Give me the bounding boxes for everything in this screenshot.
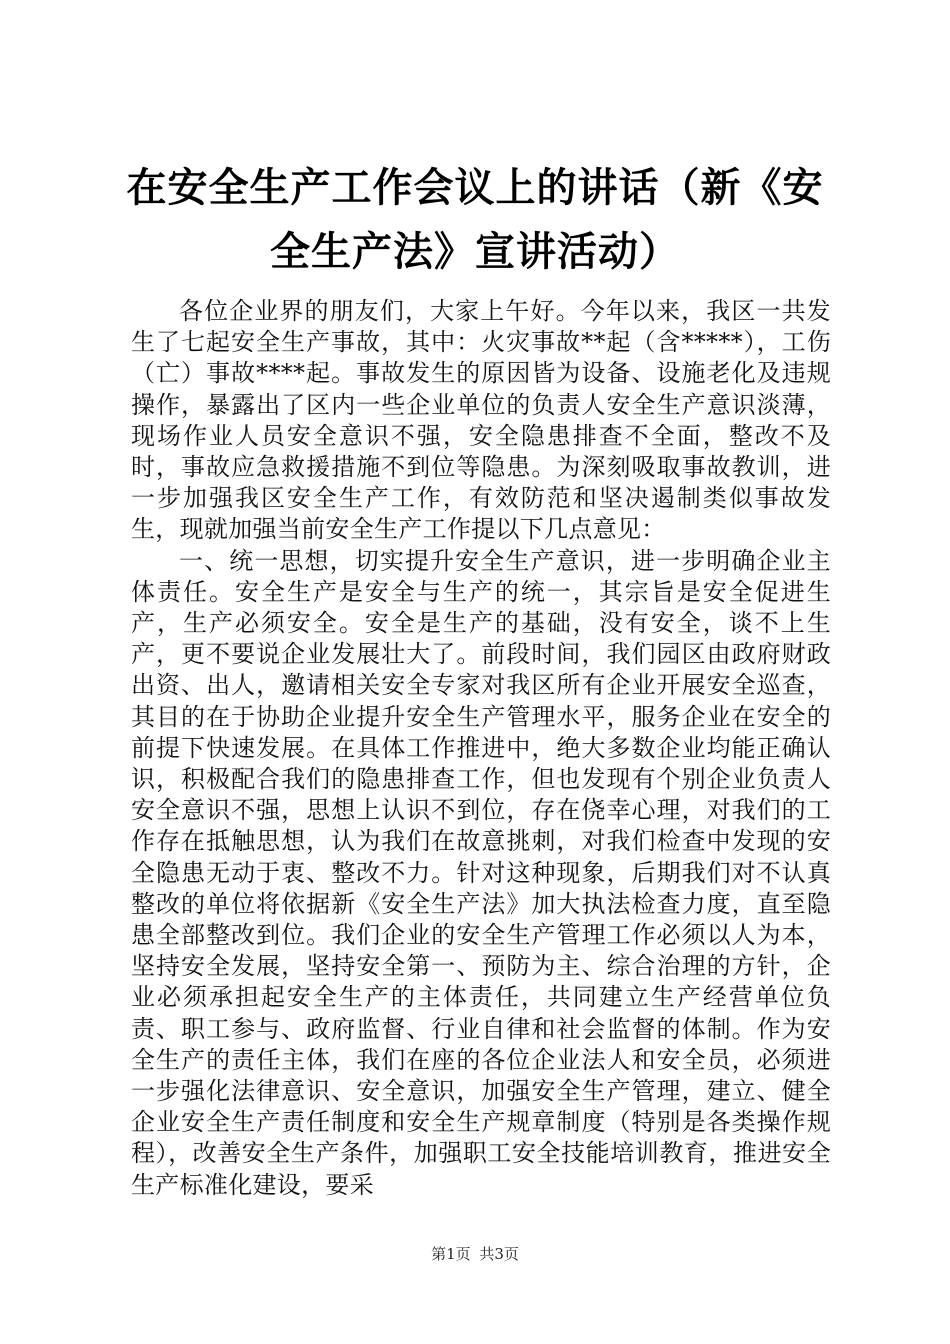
paragraph-intro: 各位企业界的朋友们，大家上午好。今年以来，我区一共发生了七起安全生产事故，其中：火灾事故**起（含*****），工伤（亡）事故****起。事故发生的原因皆为设备、设施老化及违规操作，暴露出了区内一些企业单位的负责人安全生产意识淡薄，现场作业人员安全意识不强，安全隐患排查不全面，整改不及时，事故应急救援措施不到位等隐患。为深刻吸取事故教训，进一步加强我区安全生产工作，有效防范和坚决遏制类似事故发生，现就加强当前安全生产工作提以下几点意见： — [131, 297, 831, 544]
paragraph-section-one: 一、统一思想，切实提升安全生产意识，进一步明确企业主体责任。安全生产是安全与生产的统一，其宗旨是安全促进生产，生产必须安全。安全是生产的基础，没有安全，谈不上生产，更不要说企业发展壮大了。前段时间，我们园区由政府财政出资、出人，邀请相关安全专家对我区所有企业开展安全巡查，其目的在于协助企业提升安全生产管理水平，服务企业在安全的前提下快速发展。在具体工作推进中，绝大多数企业均能正确认识，积极配合我们的隐患排查工作，但也发现有个别企业负责人安全意识不强，思想上认识不到位，存在侥幸心理，对我们的工作存在抵触思想，认为我们在故意挑刺，对我们检查中发现的安全隐患无动于衷、整改不力。针对这种现象，后期我们对不认真整改的单位将依据新《安全生产法》加大执法检查力度，直至隐患全部整改到位。我们企业的安全生产管理工作必须以人为本，坚持安全发展，坚持安全第一、预防为主、综合治理的方针，企业必须承担起安全生产的主体责任，共同建立生产经营单位负责、职工参与、政府监督、行业自律和社会监督的体制。作为安全生产的责任主体，我们在座的各位企业法人和安全员，必须进一步强化法律意识、安全意识，加强安全生产管理，建立、健全企业安全生产责任制度和安全生产规章制度（特别是各类操作规程），改善安全生产条件，加强职工安全技能培训教育，推进安全生产标准化建设，要采 — [131, 546, 831, 1199]
document-title: 在安全生产工作会议上的讲话（新《安全生产法》宣讲活动） — [126, 165, 824, 275]
page-footer — [0, 1244, 950, 1264]
page-number: 第1页 — [431, 1245, 471, 1263]
document-body — [131, 296, 831, 1201]
page-total: 共3页 — [479, 1245, 519, 1263]
